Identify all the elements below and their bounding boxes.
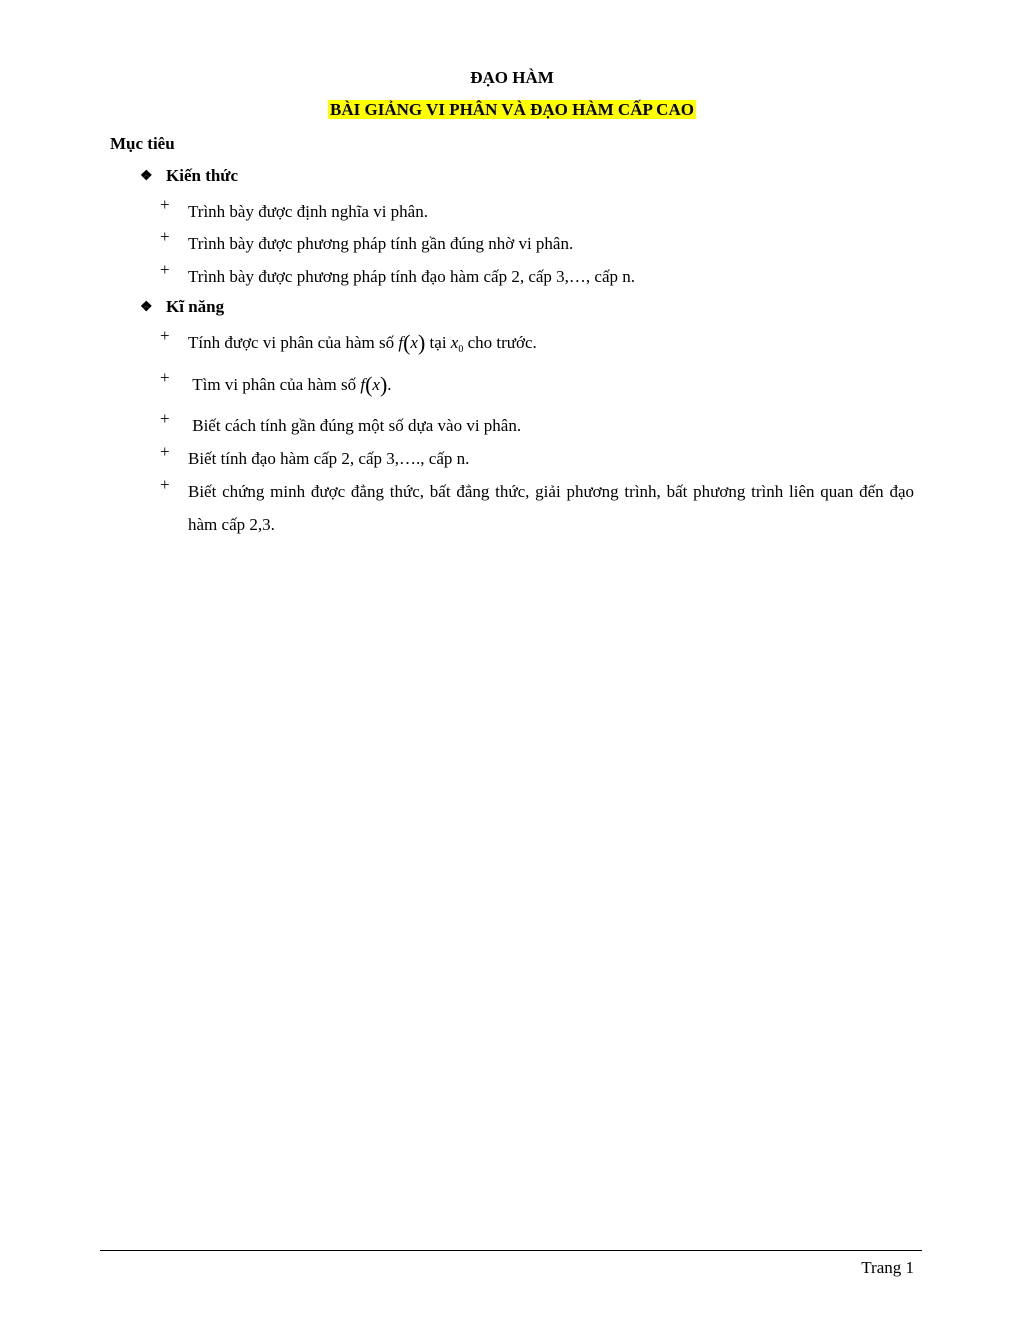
knowledge-item bbox=[160, 260, 914, 293]
knowledge-heading-label: Kiến thức bbox=[166, 166, 239, 185]
diamond-bullet-icon: ❖ bbox=[140, 168, 153, 184]
knowledge-item-text: Trình bày được phương pháp tính đạo hàm cấp 2, cấp 3,…, cấp n. bbox=[188, 267, 635, 286]
skills-item-text bbox=[188, 409, 914, 442]
skills-item bbox=[160, 326, 914, 366]
skills-item bbox=[160, 442, 914, 475]
plus-bullet-icon: + bbox=[160, 227, 170, 246]
plus-bullet-icon: + bbox=[160, 475, 170, 494]
skills-heading-label: Kĩ năng bbox=[166, 297, 225, 316]
skills-item bbox=[160, 409, 914, 442]
skills-heading bbox=[140, 297, 224, 317]
function-expression: f(x) bbox=[398, 330, 426, 355]
document-subtitle bbox=[0, 100, 1024, 120]
plus-bullet-icon: + bbox=[160, 368, 170, 387]
function-name: f bbox=[360, 375, 366, 394]
skills-item-prefix: Tìm vi phân của hàm số bbox=[192, 375, 357, 394]
knowledge-item bbox=[160, 227, 914, 260]
point-subscript: 0 bbox=[458, 344, 464, 355]
function-variable: x bbox=[410, 333, 418, 352]
knowledge-heading bbox=[140, 166, 238, 186]
skills-item-prefix: Tính được vi phân của hàm số bbox=[188, 333, 395, 352]
skills-item-suffix: . bbox=[387, 375, 392, 394]
document-title: ĐẠO HÀM bbox=[470, 68, 554, 87]
skills-item-content: Biết cách tính gần đúng một số dựa vào vi phân. bbox=[192, 416, 522, 435]
plus-bullet-icon: + bbox=[160, 442, 170, 461]
skills-item-suffix: cho trước. bbox=[467, 333, 537, 352]
section-title-muc-tieu: Mục tiêu bbox=[110, 134, 175, 153]
skills-item bbox=[160, 475, 914, 541]
knowledge-item bbox=[160, 195, 914, 228]
knowledge-item-text: Trình bày được phương pháp tính gần đúng nhờ vi phân. bbox=[188, 234, 574, 253]
page-number: Trang 1 bbox=[861, 1258, 914, 1277]
footer-divider bbox=[100, 1250, 922, 1251]
skills-item-middle: tại bbox=[429, 333, 447, 352]
point-variable: x bbox=[450, 333, 459, 352]
function-name: f bbox=[398, 333, 404, 352]
plus-bullet-icon: + bbox=[160, 195, 170, 214]
skills-item-text: Biết chứng minh được đẳng thức, bất đẳng thức, giải phương trình, bất phương trình liên quan đến đạo hàm cấp 2,3. bbox=[188, 482, 914, 534]
document-subtitle-highlight: BÀI GIẢNG VI PHÂN VÀ ĐẠO HÀM CẤP CAO bbox=[330, 100, 694, 119]
plus-bullet-icon: + bbox=[160, 409, 170, 428]
skills-item-text: Biết tính đạo hàm cấp 2, cấp 3,…., cấp n. bbox=[188, 449, 470, 468]
diamond-bullet-icon: ❖ bbox=[140, 299, 153, 315]
plus-bullet-icon: + bbox=[160, 326, 170, 345]
skills-item bbox=[160, 368, 914, 401]
plus-bullet-icon: + bbox=[160, 260, 170, 279]
knowledge-item-text: Trình bày được định nghĩa vi phân. bbox=[188, 202, 428, 221]
function-expression: f(x) bbox=[360, 372, 388, 397]
function-variable: x bbox=[372, 375, 380, 394]
skills-item-text bbox=[188, 368, 914, 401]
point-expression bbox=[450, 333, 464, 355]
skills-item-text bbox=[188, 326, 914, 366]
